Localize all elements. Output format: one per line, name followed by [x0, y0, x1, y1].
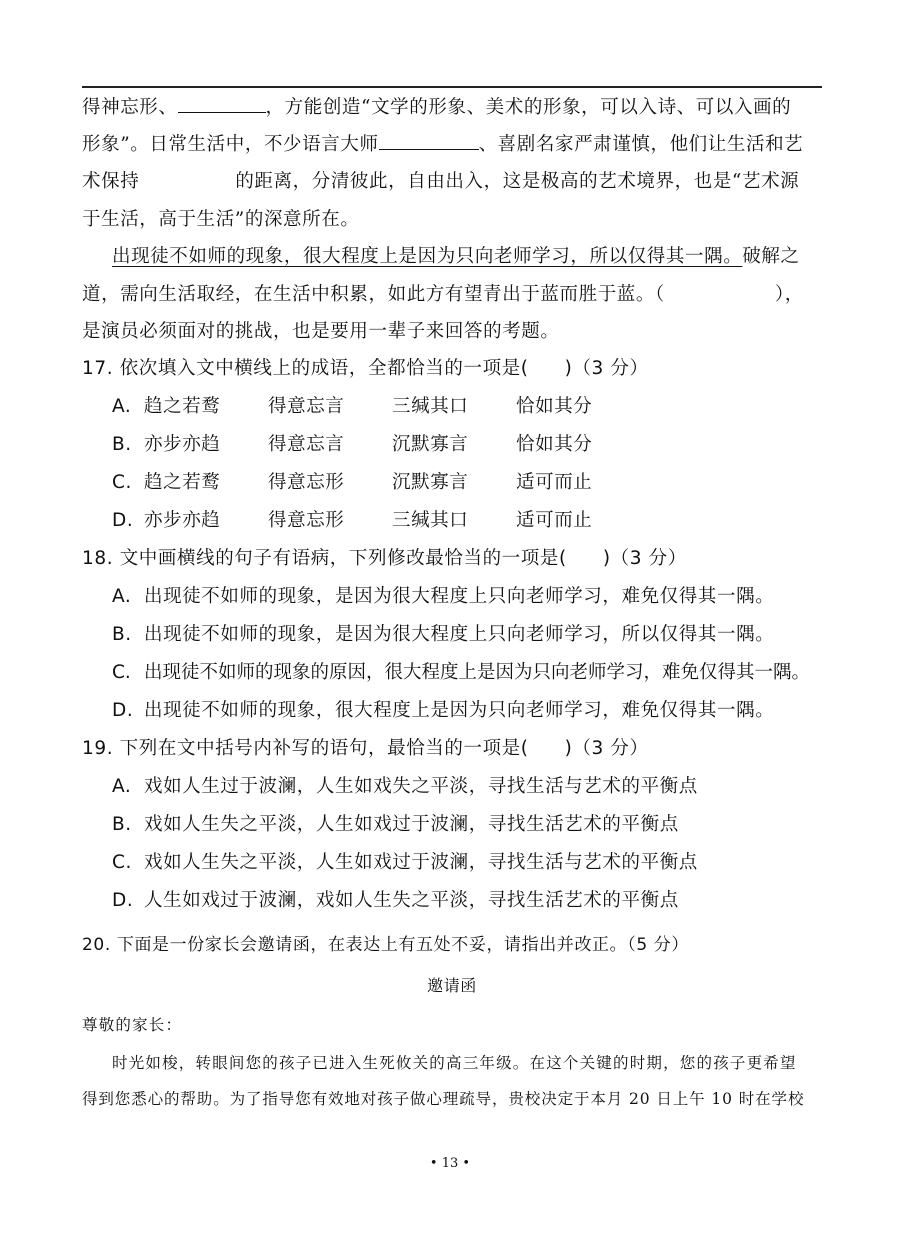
q19-option-d[interactable]: D. 人生如戏过于波澜，戏如人生失之平淡，寻找生活艺术的平衡点 [112, 890, 679, 911]
q17-option-c[interactable]: C. 趋之若鹜 得意忘形 沉默寡言 适可而止 [112, 472, 593, 493]
question-20: 20. 下面是一份家长会邀请函，在表达上有五处不妥，请指出并改正。（5 分） [82, 935, 689, 955]
passage-line-5: 出现徒不如师的现象，很大程度上是因为只向老师学习，所以仅得其一隅。破解之 [112, 246, 800, 267]
letter-body-line-2: 得到您悉心的帮助。为了指导您有效地对孩子做心理疏导，贵校决定于本月 20 日上午 10 时在学校 [82, 1090, 805, 1108]
underlined-sentence: 出现徒不如师的现象，很大程度上是因为只向老师学习，所以仅得其一隅。 [112, 246, 743, 267]
question-18: 18. 文中画横线的句子有语病，下列修改最恰当的一项是( )（3 分） [82, 548, 687, 569]
question-19: 19. 下列在文中括号内补写的语句，最恰当的一项是( )（3 分） [82, 738, 649, 759]
fill-blank [379, 131, 479, 150]
letter-title: 邀请函 [427, 976, 477, 995]
q19-option-b[interactable]: B. 戏如人生失之平淡，人生如戏过于波澜，寻找生活艺术的平衡点 [112, 814, 679, 835]
top-rule [82, 86, 822, 88]
question-17: 17. 依次填入文中横线上的成语，全都恰当的一项是( )（3 分） [82, 358, 649, 379]
passage-line-6: 道，需向生活取经，在生活中积累，如此方有望青出于蓝而胜于蓝。（ ）， [82, 284, 804, 305]
q18-option-d[interactable]: D. 出现徒不如师的现象，很大程度上是因为只向老师学习，难免仅得其一隅。 [112, 700, 775, 721]
page-number: • 13 • [429, 1156, 471, 1171]
q18-option-c[interactable]: C. 出现徒不如师的现象的原因，很大程度上是因为只向老师学习，难免仅得其一隅。 [112, 662, 811, 683]
passage-line-1: 得神忘形、 ，方能创造“文学的形象、美术的形象，可以入诗、可以入画的 [82, 94, 822, 122]
q18-option-a[interactable]: A. 出现徒不如师的现象，是因为很大程度上只向老师学习，难免仅得其一隅。 [112, 586, 775, 607]
fill-blank [178, 94, 266, 113]
passage-line-7: 是演员必须面对的挑战，也是要用一辈子来回答的考题。 [82, 321, 560, 342]
q19-option-a[interactable]: A. 戏如人生过于波澜，人生如戏失之平淡，寻找生活与艺术的平衡点 [112, 776, 698, 797]
q18-option-b[interactable]: B. 出现徒不如师的现象，是因为很大程度上只向老师学习，所以仅得其一隅。 [112, 624, 775, 645]
passage-line-3: 术保持 的距离，分清彼此，自由出入，这是极高的艺术境界，也是“艺术源 [82, 171, 800, 192]
q17-option-a[interactable]: A. 趋之若鹜 得意忘言 三缄其口 恰如其分 [112, 396, 593, 417]
passage-line-4: 于生活，高于生活”的深意所在。 [82, 209, 360, 230]
q17-option-d[interactable]: D. 亦步亦趋 得意忘形 三缄其口 适可而止 [112, 510, 593, 531]
letter-salutation: 尊敬的家长： [82, 1016, 183, 1034]
passage-line-2: 形象”。日常生活中，不少语言大师 、喜剧名家严肃谨慎，他们让生活和艺 [82, 131, 822, 159]
q17-option-b[interactable]: B. 亦步亦趋 得意忘言 沉默寡言 恰如其分 [112, 434, 593, 455]
q19-option-c[interactable]: C. 戏如人生失之平淡，人生如戏过于波澜，寻找生活与艺术的平衡点 [112, 852, 698, 873]
letter-body-line-1: 时光如梭，转眼间您的孩子已进入生死攸关的高三年级。在这个关键的时期，您的孩子更希望 [112, 1054, 797, 1072]
